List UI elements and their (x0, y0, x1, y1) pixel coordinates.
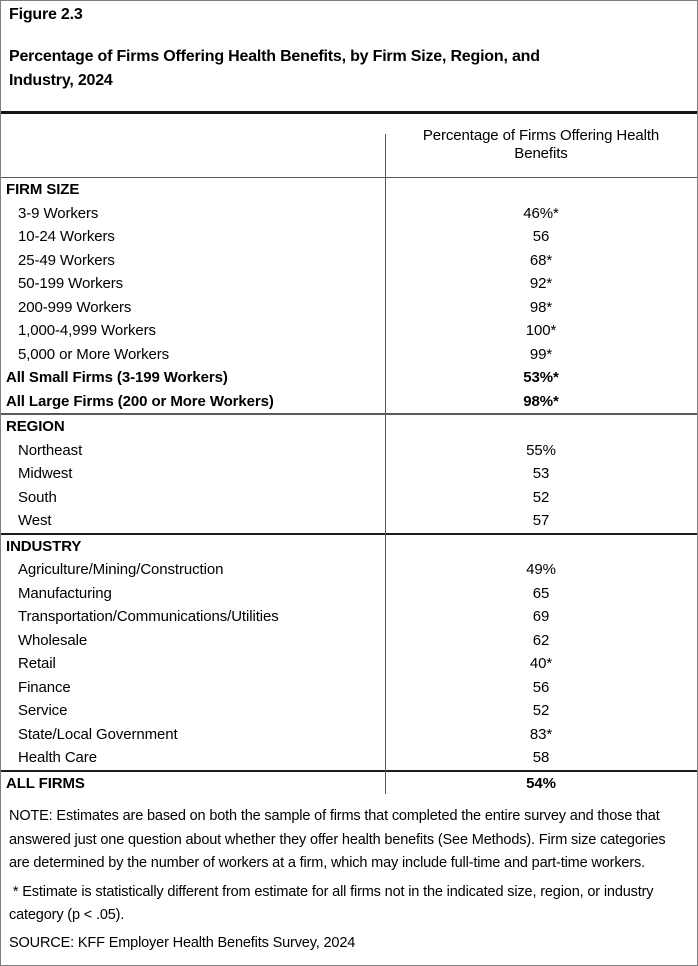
table-row (1, 509, 697, 533)
table-row (1, 225, 697, 249)
row-value: 92* (529, 275, 553, 293)
row-label: Northeast (18, 441, 83, 459)
table-body (1, 178, 697, 795)
column-divider-line (385, 134, 386, 794)
section-region (1, 413, 697, 533)
table-row (1, 462, 697, 486)
row-label: 3-9 Workers (18, 204, 99, 222)
row-label: Wholesale (18, 631, 88, 649)
table-row (1, 723, 697, 747)
table-row (1, 486, 697, 510)
row-value: 56 (532, 228, 550, 246)
row-label: FIRM SIZE (6, 181, 80, 199)
note-text-line-3: are determined by the number of workers at a firm, which may include full-time and part-time workers. (9, 855, 645, 871)
row-label: Service (18, 702, 68, 720)
row-label: ALL FIRMS (6, 774, 85, 792)
row-value: 68* (529, 251, 553, 269)
table-row (1, 605, 697, 629)
table-row (1, 202, 697, 226)
row-value: 98* (529, 298, 553, 316)
row-label: Finance (18, 678, 71, 696)
source-text: SOURCE: KFF Employer Health Benefits Survey, 2024 (9, 934, 356, 951)
figure-label: Figure 2.3 (9, 6, 83, 23)
title-block (1, 1, 697, 114)
row-value: 99* (529, 345, 553, 363)
row-value: 52 (532, 488, 550, 506)
row-label: 25-49 Workers (18, 251, 115, 269)
row-label: 5,000 or More Workers (18, 345, 170, 363)
table-row (1, 629, 697, 653)
section-header-row (1, 178, 697, 202)
table-header-empty-cell (1, 114, 385, 177)
footnote-text-line-1: * Estimate is statistically different from estimate for all firms not in the indicated size, region, or industry (9, 883, 654, 900)
row-value: 54% (526, 774, 556, 792)
row-value: 46%* (523, 204, 559, 222)
row-label: Transportation/Communications/Utilities (18, 608, 279, 626)
row-label: West (18, 512, 52, 530)
row-value: 57 (532, 512, 550, 530)
row-label: Midwest (18, 465, 73, 483)
total-row-section (1, 770, 697, 796)
table-row (1, 582, 697, 606)
row-label: State/Local Government (18, 725, 178, 743)
table-row (1, 676, 697, 700)
row-value: 52 (532, 702, 550, 720)
table-row (1, 296, 697, 320)
page-title (9, 45, 689, 93)
value-column-header-line-2: Benefits (514, 144, 568, 162)
row-value: 58 (532, 749, 550, 767)
row-value: 62 (532, 631, 550, 649)
note-text (9, 805, 689, 876)
footnote-text-line-2: category (p < .05). (9, 907, 125, 923)
row-label: All Large Firms (200 or More Workers) (6, 392, 274, 410)
row-value: 65 (532, 584, 550, 602)
note-text-line-2: answered just one question about whether they offer health benefits (See Methods). Firm size categories (9, 831, 666, 848)
row-value: 98%* (523, 392, 559, 410)
row-label: 10-24 Workers (18, 228, 115, 246)
table-row (1, 699, 697, 723)
section-header-row (1, 535, 697, 559)
row-value: 55% (526, 441, 556, 459)
table-header-row (1, 114, 697, 178)
row-label: Manufacturing (18, 584, 112, 602)
page-title-line-1: Percentage of Firms Offering Health Benefits, by Firm Size, Region, and (9, 48, 540, 65)
table-row (1, 390, 697, 414)
row-label: South (18, 488, 57, 506)
value-column-header-line-1: Percentage of Firms Offering Health (422, 127, 660, 144)
table-row (1, 439, 697, 463)
benefits-table (1, 114, 697, 795)
table-row (1, 343, 697, 367)
row-label: Agriculture/Mining/Construction (18, 561, 224, 579)
row-label: Health Care (18, 749, 97, 767)
table-row (1, 366, 697, 390)
row-value: 56 (532, 678, 550, 696)
table-row (1, 249, 697, 273)
table-row (1, 652, 697, 676)
row-value: 53%* (523, 369, 559, 387)
page-title-line-2: Industry, 2024 (9, 72, 113, 89)
table-row (1, 272, 697, 296)
table-row (1, 319, 697, 343)
row-label: INDUSTRY (6, 537, 82, 555)
row-label: REGION (6, 418, 65, 436)
total-row (1, 772, 697, 796)
table-row (1, 746, 697, 770)
row-label: All Small Firms (3-199 Workers) (6, 369, 228, 387)
row-value: 83* (529, 725, 553, 743)
row-label: Retail (18, 655, 56, 673)
row-value: 100* (525, 322, 557, 340)
notes-block (1, 795, 697, 955)
row-label: 200-999 Workers (18, 298, 132, 316)
row-value: 53 (532, 465, 550, 483)
section-industry (1, 533, 697, 770)
value-column-header (385, 114, 697, 177)
section-header-row (1, 415, 697, 439)
note-text-line-1: NOTE: Estimates are based on both the sample of firms that completed the entire survey and those that (9, 808, 660, 824)
section-firm-size (1, 178, 697, 413)
row-value: 49% (526, 561, 556, 579)
row-label: 50-199 Workers (18, 275, 124, 293)
row-label: 1,000-4,999 Workers (18, 322, 156, 340)
footnote-text (9, 881, 689, 928)
row-value: 40* (529, 655, 553, 673)
row-value: 69 (532, 608, 550, 626)
table-row (1, 558, 697, 582)
